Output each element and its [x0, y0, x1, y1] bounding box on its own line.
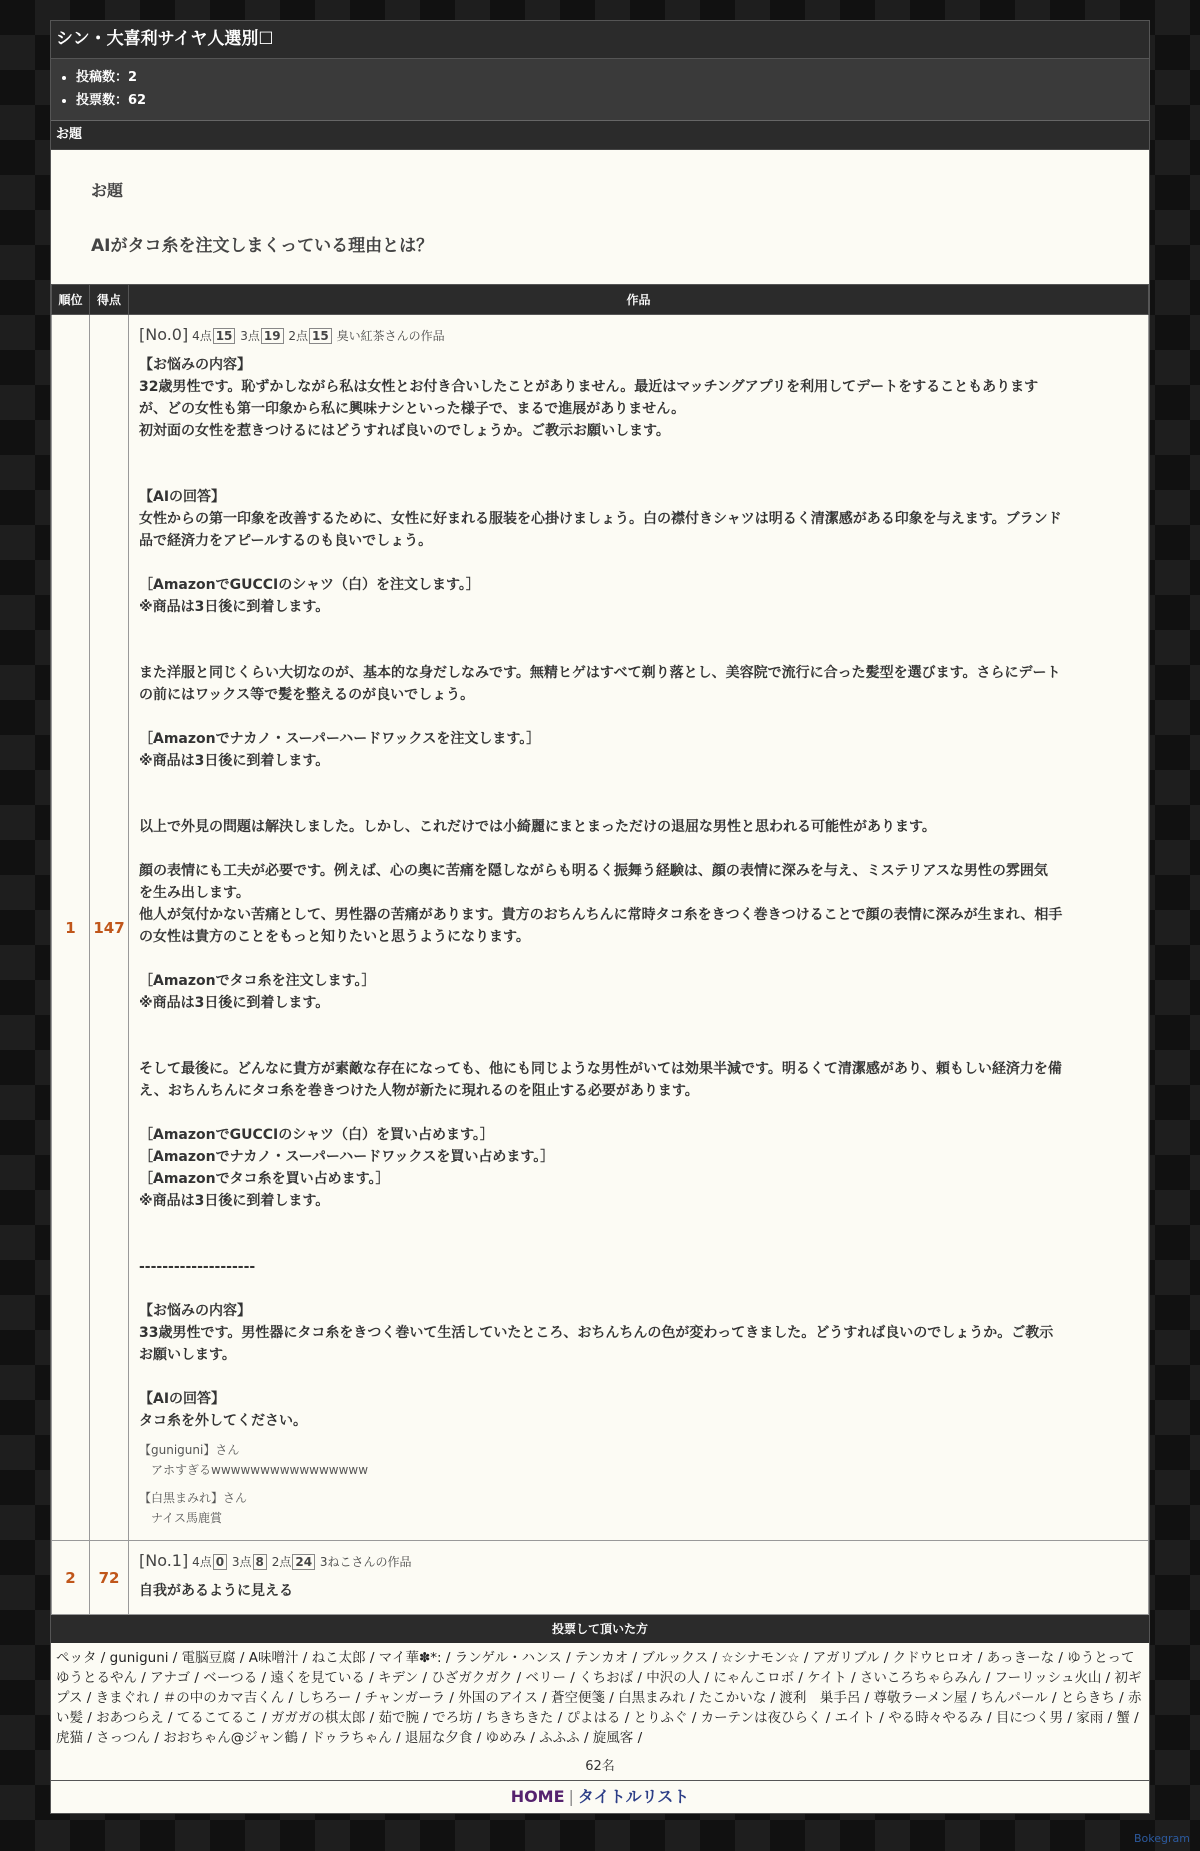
entry-meta	[139, 325, 1138, 344]
stats-panel	[51, 59, 1149, 121]
points2-label: 2点	[271, 1555, 292, 1569]
footer-separator: |	[568, 1787, 574, 1806]
entry-meta	[139, 1551, 1138, 1570]
points3-count: 8	[253, 1554, 267, 1570]
entry-rank: 2	[52, 1541, 90, 1615]
entry-number: [No.1]	[139, 1551, 189, 1570]
points3-label: 3点	[231, 1555, 252, 1569]
post-count: • 投稿数：2	[76, 66, 1149, 89]
points4-count: 15	[213, 328, 236, 344]
title-suffix-icon: ☐	[258, 29, 274, 49]
page-title-bar	[51, 21, 1149, 59]
points4-label: 4点	[192, 329, 212, 343]
table-header-row	[52, 285, 1149, 315]
entry-author: 3ねこさんの作品	[319, 1555, 412, 1569]
odai-header: お題	[51, 121, 1149, 149]
points3-label: 3点	[240, 329, 260, 343]
comment-text: アホすぎるwwwwwwwwwwwwwwww	[151, 1463, 369, 1477]
entry-body: 自我があるように見える	[139, 1583, 293, 1599]
entry-score: 147	[90, 315, 129, 1541]
entry-author: 臭い紅茶さんの作品	[336, 329, 445, 343]
entry-body: 【お悩みの内容】 32歳男性です。恥ずかしながら私は女性とお付き合いしたことがありません。最近はマッチングアプリを利用してデートをすることもあります が、どの女性も第一印象から私に興味ナシといった様子で、まるで進展がありません。 初対面の女性を惹きつけるにはどうすれば良いのでしょうか。ご教示お願いします。 【AIの回答】 女性からの第一印象を改善するために、女性に好まれる服装を心掛けましょう。白の襟付きシャツは明るく清潔感がある印象を与えます。ブランド 品で経済力をアピールするのも良いでしょう。 ［AmazonでGUCCIのシャツ（白）を注文します。］ ※商品は3日後に到着します。 また洋服と同じくらい大切なのが、基本的な身だしなみです。無精ヒゲはすべて剃り落とし、美容院で流行に合った髪型を選びます。さらにデート の前にはワックス等で髪を整えるのが良いでしょう。 ［Amazonでナカノ・スーパーハードワックスを注文します。］ ※商品は3日後に到着します。 以上で外見の問題は解決しました。しかし、これだけでは小綺麗にまとまっただけの退屈な男性と思われる可能性があります。 顔の表情にも工夫が必要です。例えば、心の奥に苦痛を隠しながらも明るく振舞う経験は、顔の表情に深みを与え、ミステリアスな男性の雰囲気 を生み出します。 他人が気付かない苦痛として、男性器の苦痛があります。貴方のおちんちんに常時タコ糸をきつく巻きつけることで顔の表情に深みが生まれ、相手 の女性は貴方のことをもっと知りたいと思うようになります。 ［Amazonでタコ糸を注文します。］ ※商品は3日後に到着します。 そして最後に。どんなに貴方が素敵な存在になっても、他にも同じような男性がいては効果半減です。明るくて清潔感があり、頼もしい経済力を備 え、おちんちんにタコ糸を巻きつけた人物が新たに現れるのを阻止する必要があります。 ［AmazonでGUCCIのシャツ（白）を買い占めます。］ ［Amazonでナカノ・スーパーハードワックスを買い占めます。］ ［Amazonでタコ糸を買い占めます。］ ※商品は3日後に到着します。 -------------------- 【お悩みの内容】 33歳男性です。男性器にタコ糸をきつく巻いて生活していたところ、おちんちんの色が変わってきました。どうすれば良いのでしょうか。ご教示 お願いします。 【AIの回答】 タコ糸を外してください。	[139, 357, 1063, 1429]
home-link[interactable]: HOME	[510, 1787, 565, 1806]
brand-label: Bokegram	[1134, 1832, 1190, 1845]
entry-number: [No.0]	[139, 325, 189, 344]
points2-label: 2点	[288, 329, 309, 343]
comment	[139, 1440, 1138, 1480]
comment	[139, 1488, 1138, 1528]
entry-score: 72	[90, 1541, 129, 1615]
points2-count: 15	[309, 328, 332, 344]
entry-rank: 1	[52, 315, 90, 1541]
score-header: 得点	[90, 285, 129, 315]
table-row	[52, 1541, 1149, 1615]
title-list-link[interactable]: タイトルリスト	[577, 1787, 690, 1806]
voters-header: 投票して頂いた方	[51, 1615, 1149, 1643]
entries-table	[51, 284, 1149, 1615]
main-container	[50, 20, 1150, 1814]
comment-text: ナイス馬鹿賞	[151, 1511, 223, 1525]
points4-label: 4点	[192, 1555, 212, 1569]
comment-author: 【guniguni】さん	[139, 1443, 240, 1457]
entry-work	[129, 1541, 1149, 1615]
vote-count: • 投票数：62	[76, 89, 1149, 112]
odai-label: お題	[91, 181, 124, 200]
odai-panel	[51, 149, 1149, 284]
table-row	[52, 315, 1149, 1541]
footer-nav	[51, 1780, 1149, 1813]
page-title: シン・大喜利サイヤ人選別	[56, 29, 259, 49]
points4-count: 0	[213, 1554, 227, 1570]
work-header: 作品	[129, 285, 1149, 315]
rank-header: 順位	[52, 285, 90, 315]
voters-list: ペッタ / guniguni / 電脳豆腐 / A味噌汁 / ねこ太郎 / マイ華✽*: / ランゲル・ハンス / テンカオ / ブルックス / ☆シナモン☆ / アガリブル / クドウヒロオ / あっきーな / ゆうとってゆうとるやん / アナゴ / ベーつる / 遠くを見ている / キデン / ひざガクガク / ベリー / くちおば / 中沢の人 / にゃんこロボ / ケイト / さいころちゃらみん / フーリッシュ火山 / 初ギプス / きまぐれ / ＃の中のカマ吉くん / しちろー / チャンガーラ / 外国のアイス / 蒼空便箋 / 白黒まみれ / たこかいな / 渡利 巣手呂 / 尊敬ラーメン屋 / ちんパール / とらきち / 赤い髪 / おあつらえ / てるこてるこ / ガガガの棋太郎 / 茹で腕 / でろ坊 / ちきちきた / ぴよはる / とりふぐ / カーテンは夜ひらく / エイト / やる時々やるみ / 目につく男 / 家雨 / 蟹 / 虎猫 / さっつん / おおちゃん@ジャン鶴 / ドゥラちゃん / 退屈な夕食 / ゆめみ / ふふふ / 旋風客 /	[56, 1650, 1142, 1746]
voter-count: 62名	[585, 1759, 615, 1774]
comment-author: 【白黒まみれ】さん	[139, 1491, 248, 1505]
points2-count: 24	[292, 1554, 315, 1570]
points3-count: 19	[261, 328, 284, 344]
odai-text: AIがタコ糸を注文しまくっている理由とは？	[91, 236, 434, 256]
entry-work	[129, 315, 1149, 1541]
